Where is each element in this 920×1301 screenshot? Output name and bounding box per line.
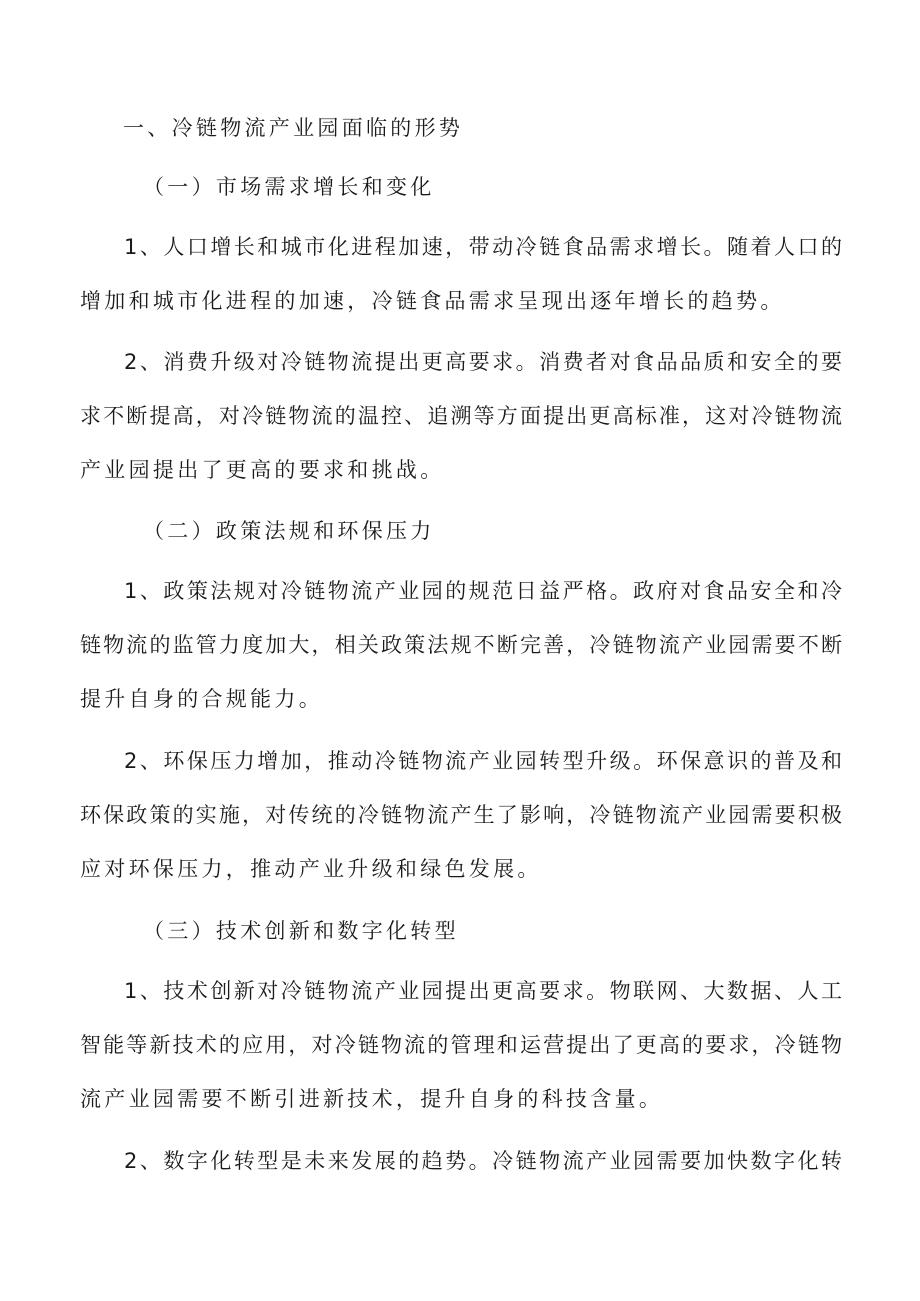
section-heading-1: （一）市场需求增长和变化 [143, 175, 435, 199]
section-heading-3: （三）技术创新和数字化转型 [143, 919, 459, 943]
paragraph-line: 增加和城市化进程的加速，冷链食品需求呈现出逐年增长的趋势。 [80, 289, 785, 313]
paragraph-line: 应对环保压力，推动产业升级和绿色发展。 [80, 857, 542, 881]
paragraph-line: 环保政策的实施，对传统的冷链物流产生了影响，冷链物流产业园需要积极 [80, 803, 842, 827]
paragraph-line: 2、数字化转型是未来发展的趋势。冷链物流产业园需要加快数字化转 [124, 1149, 842, 1173]
paragraph-line: 智能等新技术的应用，对冷链物流的管理和运营提出了更高的要求，冷链物 [80, 1033, 842, 1057]
paragraph-line: 1、技术创新对冷链物流产业园提出更高要求。物联网、大数据、人工 [124, 979, 842, 1003]
main-heading: 一、冷链物流产业园面临的形势 [123, 116, 464, 140]
paragraph-line: 2、消费升级对冷链物流提出更高要求。消费者对食品品质和安全的要 [124, 350, 842, 374]
paragraph-line: 2、环保压力增加，推动冷链物流产业园转型升级。环保意识的普及和 [124, 749, 842, 773]
paragraph-line: 流产业园需要不断引进新技术，提升自身的科技含量。 [80, 1087, 664, 1111]
section-heading-2: （二）政策法规和环保压力 [143, 519, 435, 543]
paragraph-line: 产业园提出了更高的要求和挑战。 [80, 458, 445, 482]
paragraph-line: 1、人口增长和城市化进程加速，带动冷链食品需求增长。随着人口的 [124, 235, 842, 259]
paragraph-line: 提升自身的合规能力。 [80, 687, 323, 711]
paragraph-line: 求不断提高，对冷链物流的温控、追溯等方面提出更高标准，这对冷链物流 [80, 404, 842, 428]
paragraph-line: 链物流的监管力度加大，相关政策法规不断完善，冷链物流产业园需要不断 [80, 633, 842, 657]
paragraph-line: 1、政策法规对冷链物流产业园的规范日益严格。政府对食品安全和冷 [124, 579, 842, 603]
